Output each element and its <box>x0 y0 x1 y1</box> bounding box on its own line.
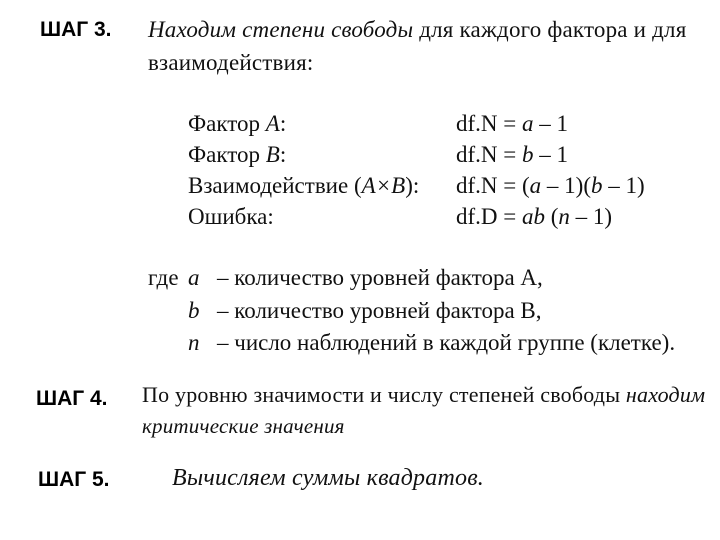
step5-text: Вычисляем суммы квадратов. <box>172 465 485 491</box>
step3-heading <box>148 17 686 43</box>
step4-text <box>142 382 705 408</box>
df-row-formula: df.N = a – 1 <box>456 111 568 136</box>
step3-heading-rest: для каждого фактора и для <box>413 17 687 42</box>
step4-text-line2: критические значения <box>142 414 345 438</box>
step4-label: ШАГ 4. <box>36 387 108 410</box>
step5-label: ШАГ 5. <box>38 468 110 491</box>
legend-var: b <box>188 298 200 323</box>
step3-heading-line2: взаимодействия: <box>148 50 314 75</box>
df-row-name: Фактор B: <box>188 142 287 167</box>
df-row-formula: df.N = b – 1 <box>456 142 568 167</box>
df-row-name: Взаимодействие (A×B): <box>188 173 420 198</box>
df-row-formula: df.N = (a – 1)(b – 1) <box>456 173 645 198</box>
df-row-formula: df.D = ab (n – 1) <box>456 204 613 229</box>
where-label: где <box>148 265 179 290</box>
step3-label: ШАГ 3. <box>40 18 112 41</box>
legend-var: n <box>188 330 200 355</box>
df-row-name: Фактор A: <box>188 111 287 136</box>
step4-text-plain: По уровню значимости и числу степеней свободы <box>142 382 626 407</box>
legend-var: a <box>188 265 200 290</box>
legend-desc: – количество уровней фактора В, <box>217 298 542 323</box>
step4-text-italic: находим <box>625 382 706 407</box>
legend-desc: – число наблюдений в каждой группе (клетке). <box>217 330 676 355</box>
df-row-name: Ошибка: <box>188 204 274 229</box>
legend-desc: – количество уровней фактора А, <box>217 265 543 290</box>
step3-heading-italic: Находим степени свободы <box>148 17 414 42</box>
